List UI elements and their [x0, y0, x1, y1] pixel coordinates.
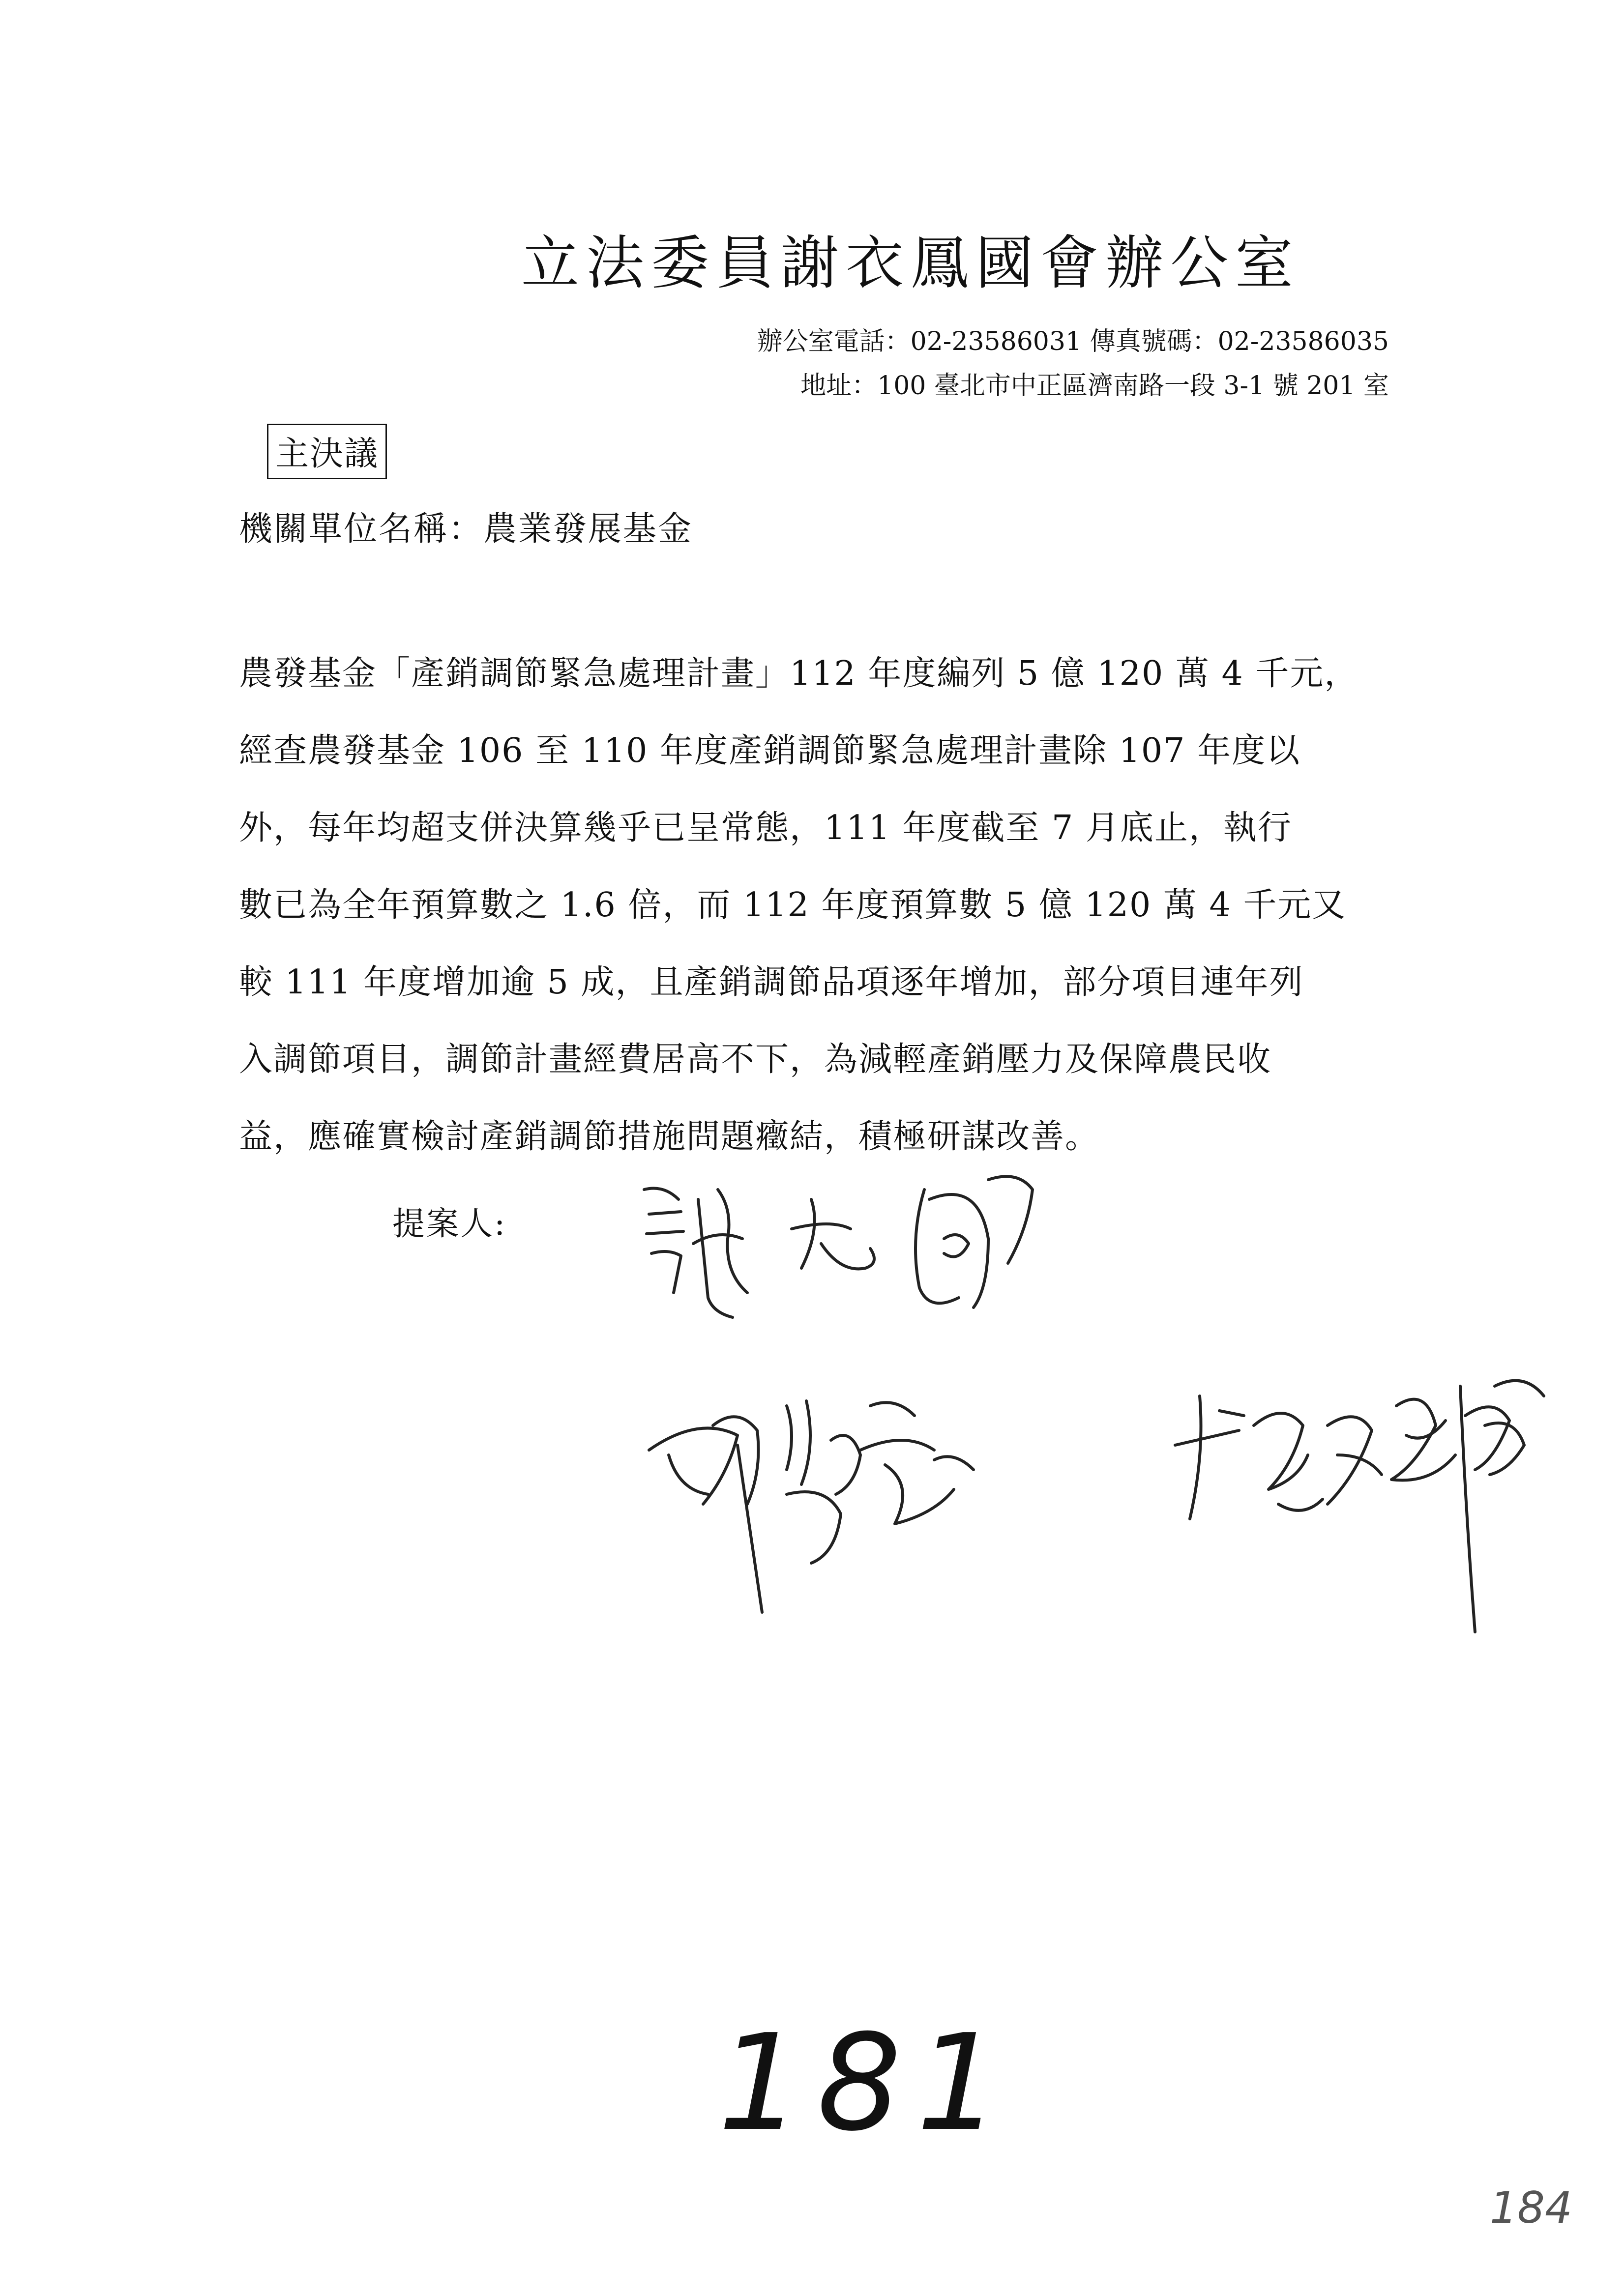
body-line: 益，應確實檢討產銷調節措施問題癥結，積極研謀改善。 — [239, 1117, 1100, 1156]
resolution-type-badge: 主決議 — [267, 424, 387, 479]
signature-1 — [634, 1170, 1067, 1337]
body-line: 數已為全年預算數之 1.6 倍，而 112 年度預算數 5 億 120 萬 4 千元又 — [239, 886, 1347, 925]
body-line: 外，每年均超支併決算幾乎已呈常態，111 年度截至 7 月底止，執行 — [239, 809, 1292, 847]
body-line: 入調節項目，調節計畫經費居高不下，為減輕產銷壓力及保障農民收 — [239, 1040, 1272, 1079]
office-address: 地址：100 臺北市中正區濟南路一段 3-1 號 201 室 — [800, 371, 1389, 401]
signature-2 — [639, 1376, 1033, 1642]
contact-phone-fax: 辦公室電話：02-23586031 傳真號碼：02-23586035 — [757, 327, 1389, 356]
signature-3 — [1170, 1357, 1564, 1661]
body-line: 經查農發基金 106 至 110 年度產銷調節緊急處理計畫除 107 年度以 — [239, 731, 1301, 770]
agency-name: 機關單位名稱：農業發展基金 — [239, 510, 693, 549]
secondary-page-number: 184 — [1490, 2182, 1572, 2233]
body-line: 較 111 年度增加逾 5 成，且產銷調節品項逐年增加，部分項目連年列 — [239, 963, 1304, 1002]
page-number: 181 — [718, 2005, 1016, 2160]
body-line: 農發基金「產銷調節緊急處理計畫」112 年度編列 5 億 120 萬 4 千元， — [239, 654, 1359, 693]
office-title: 立法委員謝衣鳳國會辦公室 — [521, 229, 1300, 297]
resolution-body — [239, 635, 1385, 1175]
proposer-label: 提案人: — [392, 1205, 507, 1243]
